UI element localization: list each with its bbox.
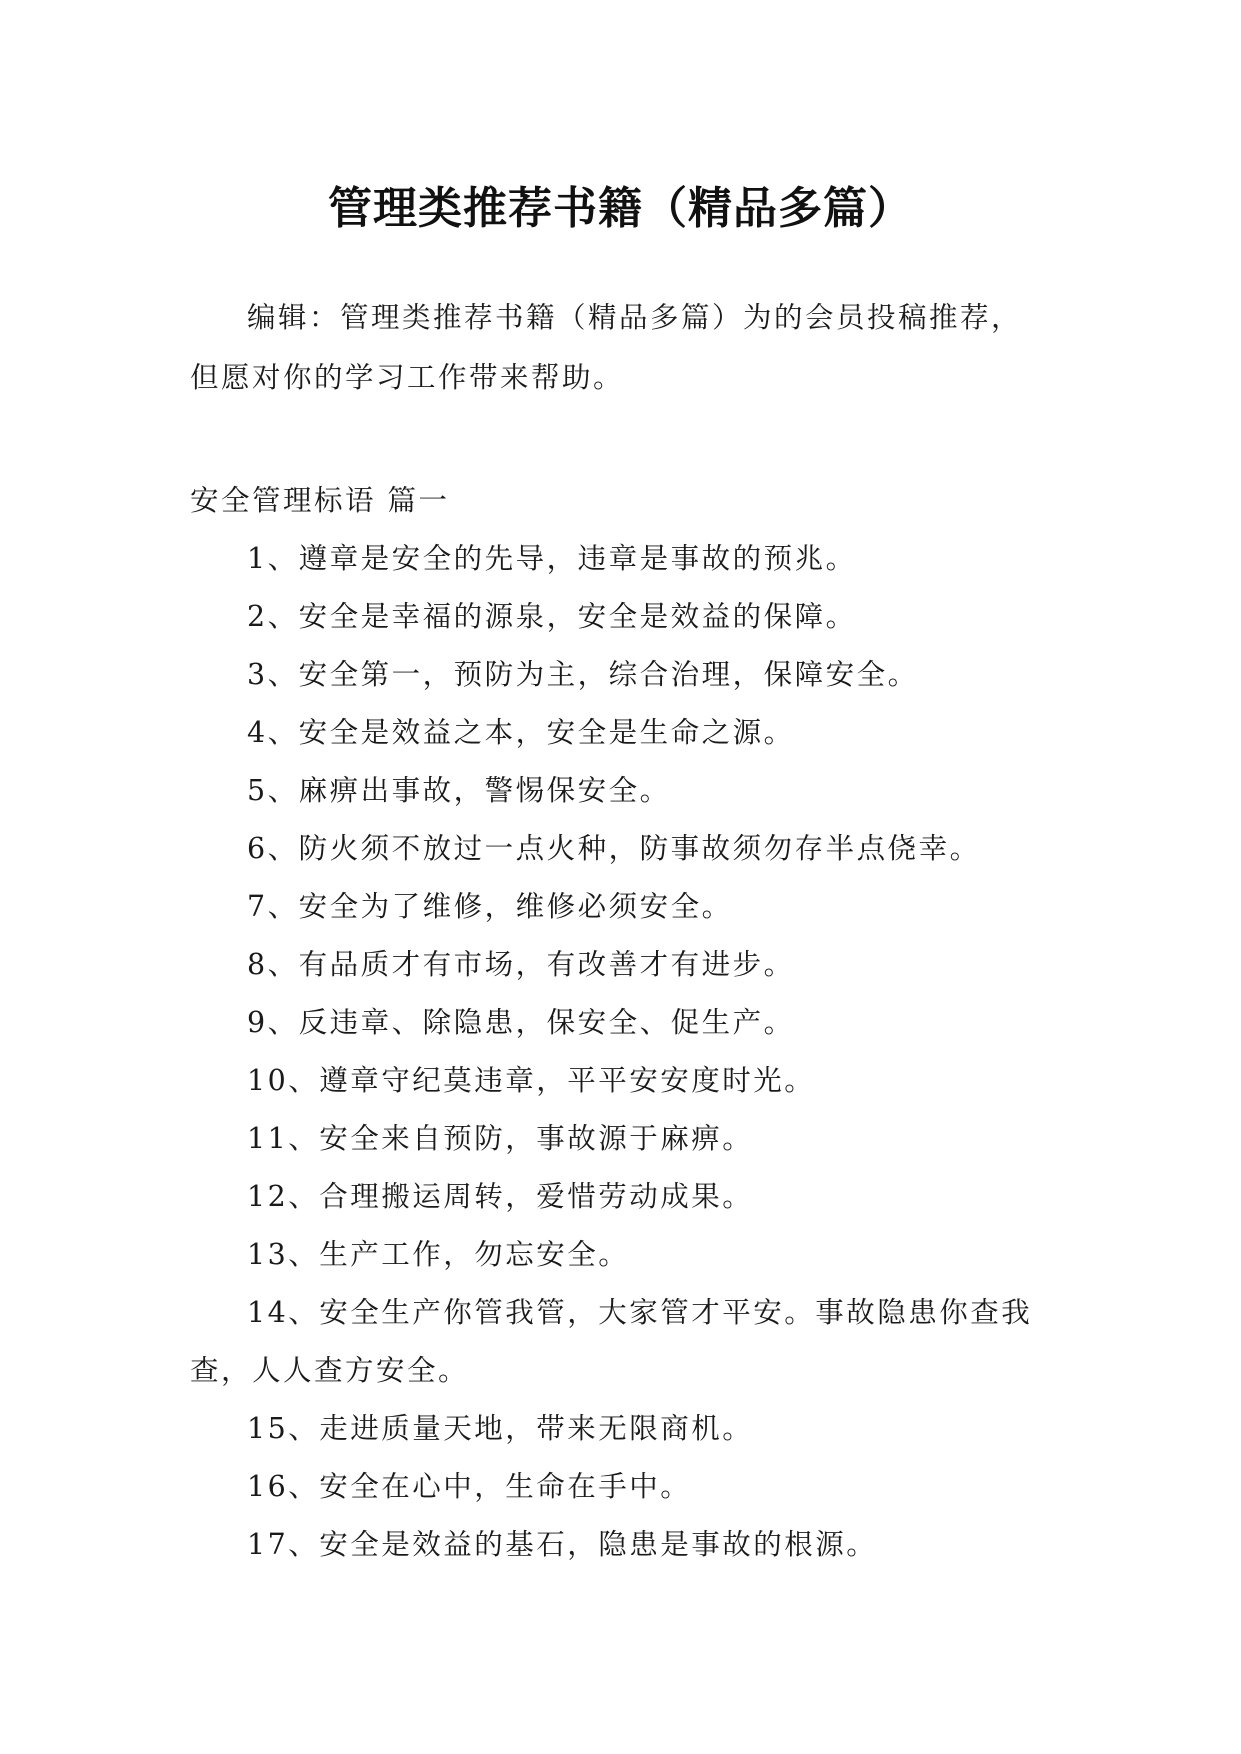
intro-paragraph: 编辑：管理类推荐书籍（精品多篇）为的会员投稿推荐，但愿对你的学习工作带来帮助。	[190, 301, 1023, 394]
slogan-list	[190, 530, 1052, 1574]
list-item: 4、安全是效益之本，安全是生命之源。	[247, 716, 795, 749]
page-title: 管理类推荐书籍（精品多篇）	[328, 183, 913, 235]
list-item: 8、有品质才有市场，有改善才有进步。	[247, 948, 795, 981]
list-item: 11、安全来自预防，事故源于麻痹。	[247, 1122, 754, 1155]
document-body	[190, 288, 1052, 1574]
section-heading: 安全管理标语 篇一	[190, 484, 450, 517]
list-item: 1、遵章是安全的先导，违章是事故的预兆。	[247, 542, 857, 575]
list-item: 17、安全是效益的基石，隐患是事故的根源。	[247, 1528, 878, 1561]
list-item: 3、安全第一，预防为主，综合治理，保障安全。	[247, 658, 919, 691]
list-item: 6、防火须不放过一点火种，防事故须勿存半点侥幸。	[247, 832, 981, 865]
list-item: 13、生产工作，勿忘安全。	[247, 1238, 630, 1271]
list-item: 16、安全在心中，生命在手中。	[247, 1470, 692, 1503]
list-item: 9、反违章、除隐患，保安全、促生产。	[247, 1006, 795, 1039]
list-item: 14、安全生产你管我管，大家管才平安。事故隐患你查我查，人人查方安全。	[190, 1296, 1033, 1387]
list-item: 10、遵章守纪莫违章，平平安安度时光。	[247, 1064, 816, 1097]
list-item: 15、走进质量天地，带来无限商机。	[247, 1412, 754, 1445]
list-item: 7、安全为了维修，维修必须安全。	[247, 890, 733, 923]
list-item: 2、安全是幸福的源泉，安全是效益的保障。	[247, 600, 857, 633]
list-item: 12、合理搬运周转，爱惜劳动成果。	[247, 1180, 754, 1213]
list-item: 5、麻痹出事故，警惕保安全。	[247, 774, 671, 807]
